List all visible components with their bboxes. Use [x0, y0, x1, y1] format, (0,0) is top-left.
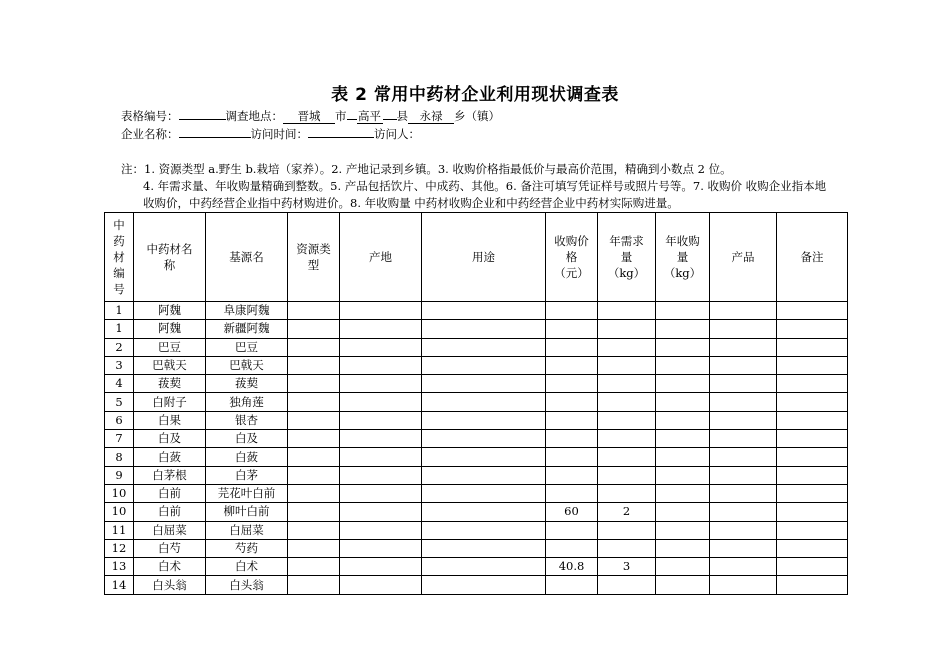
- company-field[interactable]: [179, 137, 251, 138]
- cell-type[interactable]: [288, 411, 340, 429]
- cell-origin[interactable]: [340, 320, 422, 338]
- visit-time-field[interactable]: [308, 137, 374, 138]
- cell-name[interactable]: 阿魏: [134, 302, 206, 320]
- cell-purchase[interactable]: [656, 503, 710, 521]
- city-suffix: 市: [335, 109, 347, 123]
- cell-product[interactable]: [710, 356, 777, 374]
- cell-origin[interactable]: [340, 484, 422, 502]
- town-suffix: 乡（镇）: [454, 109, 500, 123]
- cell-price[interactable]: [546, 521, 598, 539]
- cell-demand[interactable]: [598, 539, 656, 557]
- cell-demand[interactable]: [598, 430, 656, 448]
- table-row: [105, 558, 848, 576]
- table-row: [105, 576, 848, 594]
- cell-purchase[interactable]: [656, 375, 710, 393]
- cell-demand[interactable]: 2: [598, 503, 656, 521]
- cell-name[interactable]: 巴戟天: [134, 356, 206, 374]
- cell-origin[interactable]: [340, 302, 422, 320]
- cell-price[interactable]: [546, 320, 598, 338]
- cell-use[interactable]: [422, 393, 546, 411]
- cell-id[interactable]: 2: [105, 338, 134, 356]
- cell-purchase[interactable]: [656, 302, 710, 320]
- cell-price[interactable]: [546, 375, 598, 393]
- cell-price[interactable]: [546, 484, 598, 502]
- cell-remark[interactable]: [777, 448, 848, 466]
- cell-source[interactable]: 菝葜: [206, 375, 288, 393]
- cell-name[interactable]: 白果: [134, 411, 206, 429]
- cell-type[interactable]: [288, 302, 340, 320]
- cell-id[interactable]: 5: [105, 393, 134, 411]
- header-product: 产品: [710, 213, 777, 302]
- cell-name[interactable]: 白前: [134, 503, 206, 521]
- header-origin: 产地: [340, 213, 422, 302]
- cell-type[interactable]: [288, 375, 340, 393]
- cell-price[interactable]: [546, 393, 598, 411]
- cell-use[interactable]: [422, 302, 546, 320]
- cell-demand[interactable]: [598, 393, 656, 411]
- cell-price[interactable]: [546, 539, 598, 557]
- cell-purchase[interactable]: [656, 521, 710, 539]
- herb-survey-table: [104, 212, 848, 595]
- table-row: [105, 448, 848, 466]
- table-row: [105, 302, 848, 320]
- cell-purchase[interactable]: [656, 338, 710, 356]
- cell-remark[interactable]: [777, 302, 848, 320]
- cell-remark[interactable]: [777, 375, 848, 393]
- cell-name[interactable]: 巴豆: [134, 338, 206, 356]
- cell-demand[interactable]: [598, 521, 656, 539]
- visit-time-label: 访问时间：: [250, 127, 308, 141]
- meta-line-1: [121, 108, 500, 124]
- cell-remark[interactable]: [777, 521, 848, 539]
- cell-origin[interactable]: [340, 411, 422, 429]
- cell-source[interactable]: 芍药: [206, 539, 288, 557]
- cell-id[interactable]: 8: [105, 448, 134, 466]
- cell-purchase[interactable]: [656, 393, 710, 411]
- cell-id[interactable]: 1: [105, 302, 134, 320]
- cell-price[interactable]: [546, 411, 598, 429]
- cell-id[interactable]: 4: [105, 375, 134, 393]
- cell-origin[interactable]: [340, 393, 422, 411]
- location-label: 调查地点：: [225, 109, 283, 123]
- cell-type[interactable]: [288, 521, 340, 539]
- cell-price[interactable]: [546, 576, 598, 594]
- cell-remark[interactable]: [777, 430, 848, 448]
- note-line: 收购价，中药经营企业指中药材购进价。8. 年收购量 中药材收购企业和中药经营企业中药材实际购进量。: [143, 196, 679, 210]
- notes: [121, 161, 841, 212]
- header-remark: 备注: [777, 213, 848, 302]
- cell-use[interactable]: [422, 466, 546, 484]
- cell-product[interactable]: [710, 521, 777, 539]
- company-label: 企业名称：: [121, 127, 179, 141]
- cell-type[interactable]: [288, 539, 340, 557]
- cell-purchase[interactable]: [656, 466, 710, 484]
- cell-name[interactable]: 白蔹: [134, 448, 206, 466]
- cell-demand[interactable]: [598, 356, 656, 374]
- table-body: [105, 302, 848, 595]
- cell-type[interactable]: [288, 393, 340, 411]
- cell-purchase[interactable]: [656, 411, 710, 429]
- cell-id[interactable]: 10: [105, 503, 134, 521]
- cell-product[interactable]: [710, 539, 777, 557]
- meta-line-2: [121, 126, 420, 142]
- cell-name[interactable]: 白及: [134, 430, 206, 448]
- cell-type[interactable]: [288, 503, 340, 521]
- city-field[interactable]: 晋城: [283, 110, 335, 124]
- cell-source[interactable]: 新疆阿魏: [206, 320, 288, 338]
- cell-name[interactable]: 阿魏: [134, 320, 206, 338]
- cell-use[interactable]: [422, 521, 546, 539]
- table-row: [105, 411, 848, 429]
- cell-name[interactable]: 白术: [134, 558, 206, 576]
- cell-name[interactable]: 白前: [134, 484, 206, 502]
- cell-origin[interactable]: [340, 521, 422, 539]
- cell-origin[interactable]: [340, 430, 422, 448]
- cell-type[interactable]: [288, 356, 340, 374]
- cell-demand[interactable]: [598, 302, 656, 320]
- header-demand: 年需求量 （kg）: [598, 213, 656, 302]
- header-price: 收购价格 （元）: [546, 213, 598, 302]
- cell-origin[interactable]: [340, 539, 422, 557]
- cell-use[interactable]: [422, 338, 546, 356]
- cell-source[interactable]: 白屈菜: [206, 521, 288, 539]
- cell-remark[interactable]: [777, 393, 848, 411]
- county-suffix: 县: [396, 109, 408, 123]
- cell-type[interactable]: [288, 484, 340, 502]
- note-line: 注：1. 资源类型 a.野生 b.栽培（家养）。2. 产地记录到乡镇。3. 收购价格指最低价与最高价范围，精确到小数点 2 位。: [121, 162, 732, 176]
- cell-id[interactable]: 13: [105, 558, 134, 576]
- cell-id[interactable]: 6: [105, 411, 134, 429]
- cell-use[interactable]: [422, 484, 546, 502]
- cell-source[interactable]: 白头翁: [206, 576, 288, 594]
- cell-type[interactable]: [288, 576, 340, 594]
- cell-source[interactable]: 白及: [206, 430, 288, 448]
- cell-origin[interactable]: [340, 448, 422, 466]
- cell-purchase[interactable]: [656, 356, 710, 374]
- cell-type[interactable]: [288, 430, 340, 448]
- cell-demand[interactable]: [598, 375, 656, 393]
- cell-product[interactable]: [710, 558, 777, 576]
- note-line: 4. 年需求量、年收购量精确到整数。5. 产品包括饮片、中成药、其他。6. 备注可填写凭证样号或照片号等。7. 收购价 收购企业指本地: [143, 179, 827, 193]
- cell-demand[interactable]: [598, 338, 656, 356]
- cell-source[interactable]: 独角莲: [206, 393, 288, 411]
- form-no-label: 表格编号：: [121, 109, 179, 123]
- cell-remark[interactable]: [777, 320, 848, 338]
- cell-product[interactable]: [710, 448, 777, 466]
- cell-product[interactable]: [710, 338, 777, 356]
- cell-use[interactable]: [422, 430, 546, 448]
- cell-id[interactable]: 11: [105, 521, 134, 539]
- cell-product[interactable]: [710, 320, 777, 338]
- cell-remark[interactable]: [777, 411, 848, 429]
- cell-use[interactable]: [422, 320, 546, 338]
- cell-purchase[interactable]: [656, 430, 710, 448]
- cell-demand[interactable]: [598, 466, 656, 484]
- cell-id[interactable]: 10: [105, 484, 134, 502]
- cell-use[interactable]: [422, 576, 546, 594]
- cell-price[interactable]: [546, 448, 598, 466]
- cell-demand[interactable]: [598, 484, 656, 502]
- cell-origin[interactable]: [340, 356, 422, 374]
- form-no-field[interactable]: [179, 119, 226, 120]
- cell-name[interactable]: 白茅根: [134, 466, 206, 484]
- cell-id[interactable]: 1: [105, 320, 134, 338]
- county-field[interactable]: 高平: [358, 109, 381, 123]
- cell-type[interactable]: [288, 448, 340, 466]
- cell-source[interactable]: 白蔹: [206, 448, 288, 466]
- blank-field: [347, 119, 357, 120]
- cell-remark[interactable]: [777, 558, 848, 576]
- cell-id[interactable]: 12: [105, 539, 134, 557]
- cell-source[interactable]: 巴豆: [206, 338, 288, 356]
- cell-purchase[interactable]: [656, 448, 710, 466]
- cell-demand[interactable]: [598, 411, 656, 429]
- cell-demand[interactable]: [598, 576, 656, 594]
- cell-purchase[interactable]: [656, 576, 710, 594]
- cell-remark[interactable]: [777, 503, 848, 521]
- cell-remark[interactable]: [777, 466, 848, 484]
- cell-origin[interactable]: [340, 558, 422, 576]
- cell-origin[interactable]: [340, 338, 422, 356]
- table-header-row: [105, 213, 848, 302]
- visitor-label: 访问人：: [374, 127, 420, 141]
- cell-price[interactable]: [546, 466, 598, 484]
- cell-product[interactable]: [710, 503, 777, 521]
- cell-demand[interactable]: 3: [598, 558, 656, 576]
- header-type: 资源类型: [288, 213, 340, 302]
- cell-price[interactable]: [546, 338, 598, 356]
- cell-use[interactable]: [422, 503, 546, 521]
- cell-product[interactable]: [710, 430, 777, 448]
- cell-purchase[interactable]: [656, 539, 710, 557]
- cell-name[interactable]: 白附子: [134, 393, 206, 411]
- cell-price[interactable]: [546, 430, 598, 448]
- cell-purchase[interactable]: [656, 320, 710, 338]
- cell-use[interactable]: [422, 539, 546, 557]
- cell-source[interactable]: 白茅: [206, 466, 288, 484]
- cell-type[interactable]: [288, 558, 340, 576]
- table-row: [105, 503, 848, 521]
- table-row: [105, 484, 848, 502]
- header-source: 基源名: [206, 213, 288, 302]
- header-name: 中药材名称: [134, 213, 206, 302]
- table-row: [105, 521, 848, 539]
- table-row: [105, 375, 848, 393]
- cell-remark[interactable]: [777, 576, 848, 594]
- page-title: 表 2 常用中药材企业利用现状调查表: [331, 85, 619, 105]
- cell-use[interactable]: [422, 448, 546, 466]
- cell-price[interactable]: [546, 302, 598, 320]
- cell-remark[interactable]: [777, 356, 848, 374]
- blank-field: [383, 119, 397, 120]
- cell-id[interactable]: 7: [105, 430, 134, 448]
- cell-id[interactable]: 14: [105, 576, 134, 594]
- cell-origin[interactable]: [340, 503, 422, 521]
- cell-remark[interactable]: [777, 484, 848, 502]
- cell-source[interactable]: 白术: [206, 558, 288, 576]
- cell-remark[interactable]: [777, 539, 848, 557]
- table-row: [105, 338, 848, 356]
- cell-origin[interactable]: [340, 466, 422, 484]
- header-id: 中药材编号: [105, 213, 134, 302]
- cell-product[interactable]: [710, 576, 777, 594]
- cell-id[interactable]: 9: [105, 466, 134, 484]
- cell-source[interactable]: 芫花叶白前: [206, 484, 288, 502]
- cell-origin[interactable]: [340, 576, 422, 594]
- cell-type[interactable]: [288, 338, 340, 356]
- cell-origin[interactable]: [340, 375, 422, 393]
- cell-product[interactable]: [710, 484, 777, 502]
- table-row: [105, 466, 848, 484]
- town-field[interactable]: 永禄: [408, 110, 454, 124]
- cell-source[interactable]: 阜康阿魏: [206, 302, 288, 320]
- table-row: [105, 393, 848, 411]
- cell-source[interactable]: 银杏: [206, 411, 288, 429]
- cell-purchase[interactable]: [656, 484, 710, 502]
- cell-purchase[interactable]: [656, 558, 710, 576]
- cell-demand[interactable]: [598, 448, 656, 466]
- cell-use[interactable]: [422, 356, 546, 374]
- cell-product[interactable]: [710, 375, 777, 393]
- cell-product[interactable]: [710, 393, 777, 411]
- cell-price[interactable]: [546, 356, 598, 374]
- cell-product[interactable]: [710, 466, 777, 484]
- header-use: 用途: [422, 213, 546, 302]
- header-purchase: 年收购量 （kg）: [656, 213, 710, 302]
- cell-price[interactable]: 40.8: [546, 558, 598, 576]
- cell-source[interactable]: 巴戟天: [206, 356, 288, 374]
- cell-name[interactable]: 白头翁: [134, 576, 206, 594]
- cell-name[interactable]: 菝葜: [134, 375, 206, 393]
- cell-remark[interactable]: [777, 338, 848, 356]
- cell-product[interactable]: [710, 302, 777, 320]
- cell-source[interactable]: 柳叶白前: [206, 503, 288, 521]
- cell-id[interactable]: 3: [105, 356, 134, 374]
- table-row: [105, 539, 848, 557]
- table-row: [105, 430, 848, 448]
- cell-use[interactable]: [422, 558, 546, 576]
- cell-use[interactable]: [422, 411, 546, 429]
- cell-name[interactable]: 白芍: [134, 539, 206, 557]
- cell-name[interactable]: 白屈菜: [134, 521, 206, 539]
- cell-demand[interactable]: [598, 320, 656, 338]
- cell-type[interactable]: [288, 466, 340, 484]
- cell-product[interactable]: [710, 411, 777, 429]
- cell-type[interactable]: [288, 320, 340, 338]
- cell-price[interactable]: 60: [546, 503, 598, 521]
- table-row: [105, 320, 848, 338]
- table-row: [105, 356, 848, 374]
- cell-use[interactable]: [422, 375, 546, 393]
